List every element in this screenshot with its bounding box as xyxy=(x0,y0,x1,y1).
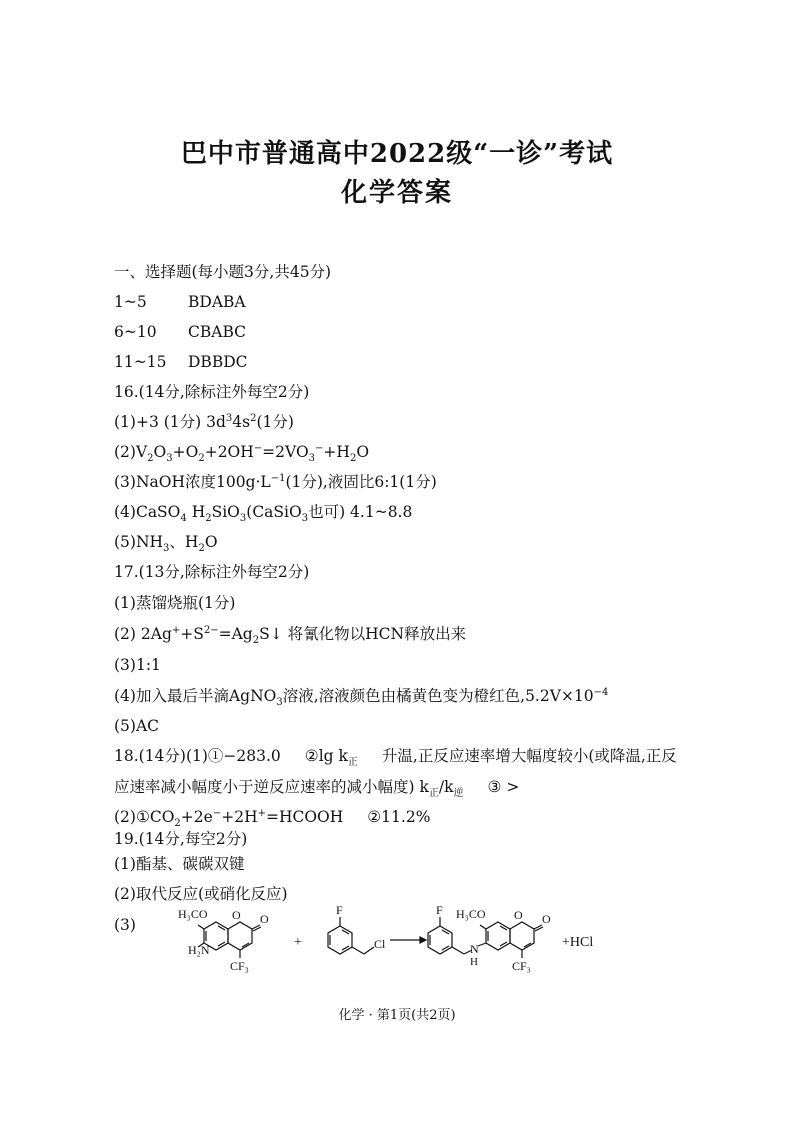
q17-part4: (4)加入最后半滴AgNO$_3$溶液,溶液颜色由橘黄色变为橙红色$,5.2V\times 10^{-4}$ xyxy=(114,686,609,709)
p-h: H xyxy=(470,956,478,968)
byproduct-hcl: +HCl xyxy=(562,935,594,950)
q19-part1: (1)酯基、碳碳双键 xyxy=(114,855,245,873)
r1-h3co: H₃CO xyxy=(178,907,208,921)
q16-part1: (1)+3 (1分) $3d^34s^2(1$分) xyxy=(114,412,294,431)
r2-cl: Cl xyxy=(374,937,386,951)
answer-range: 6~10 xyxy=(114,323,157,341)
q16-part3: (3)NaOH浓度$100g\cdot L^{-1}(1$分),液固比6:1(1分) xyxy=(114,472,437,491)
answer-range: 11~15 xyxy=(114,353,167,371)
q18-line2: 应速率减小幅度小于逆反应速率的减小幅度) $k_正/k_逆$ ③ > xyxy=(114,778,520,800)
r1-o-carbonyl: O xyxy=(260,912,269,926)
q17-part5: (5)AC xyxy=(114,717,160,735)
r1-h2n: H₂N xyxy=(188,943,210,957)
p-cf3: CF₃ xyxy=(512,959,531,973)
answer-letters: BDABA xyxy=(188,293,246,311)
product-molecule xyxy=(428,917,543,958)
answer-row-3 xyxy=(114,352,248,372)
section1-heading: 一、选择题(每小题3分,共45分) xyxy=(114,263,332,281)
page-title: 巴中市普通高中2022级“一诊”考试 xyxy=(180,139,614,169)
r1-cf3: CF₃ xyxy=(230,959,249,973)
q18-line3: $(2)①CO_2+2e^-+2H^+=HCOOH$ ②11.2% xyxy=(114,807,431,830)
answer-row-1 xyxy=(114,292,246,312)
reaction-arrow xyxy=(390,937,426,943)
p-h3co: H₃CO xyxy=(456,907,486,921)
p-o-ring: O xyxy=(514,908,523,922)
q17-part1: (1)蒸馏烧瓶(1分) xyxy=(114,594,236,612)
q18-line1: 18.(14分)(1)①−283.0 ②lg $k_正$ 升温,正反应速率增大幅度较小(或降温,正反 xyxy=(114,747,677,769)
q17-part2: (2) $2Ag^++S^{2-}=Ag_2S↓$ 将氰化物以HCN释放出来 xyxy=(114,624,467,647)
answer-range: 1~5 xyxy=(114,293,147,311)
answer-letters: DBBDC xyxy=(188,353,248,371)
q16-part2: $(2)V_2O_3+O_2+2OH^-=2VO_3^-+H_2O$ xyxy=(114,442,370,465)
reaction-scheme xyxy=(170,902,630,992)
page-footer: 化学 · 第1页(共2页) xyxy=(338,1008,456,1023)
page-subtitle: 化学答案 xyxy=(340,178,453,208)
q19-part3-label: (3) xyxy=(114,916,136,934)
plus-sign: + xyxy=(294,935,302,950)
answer-letters: CBABC xyxy=(188,323,246,341)
p-o-carbonyl: O xyxy=(542,912,551,926)
reactant-benzyl-chloride xyxy=(328,917,374,954)
r1-o-ring: O xyxy=(232,908,241,922)
r2-f: F xyxy=(336,903,343,917)
q17-heading: 17.(13分,除标注外每空2分) xyxy=(114,563,310,581)
q19-heading: 19.(14分,每空2分) xyxy=(114,830,248,848)
p-n: N xyxy=(470,942,479,956)
q17-part3: (3)1:1 xyxy=(114,656,161,674)
q16-heading: 16.(14分,除标注外每空2分) xyxy=(114,383,310,401)
q19-part2: (2)取代反应(或硝化反应) xyxy=(114,885,288,903)
p-f: F xyxy=(436,903,443,917)
q16-part5: $(5)NH_3$、$H_2O$ xyxy=(114,533,218,555)
answer-row-2 xyxy=(114,322,246,342)
q16-part4: (4)CaSO$_4$ $H_2SiO_3(CaSiO_3$也可) 4.1~8.8 xyxy=(114,503,413,525)
